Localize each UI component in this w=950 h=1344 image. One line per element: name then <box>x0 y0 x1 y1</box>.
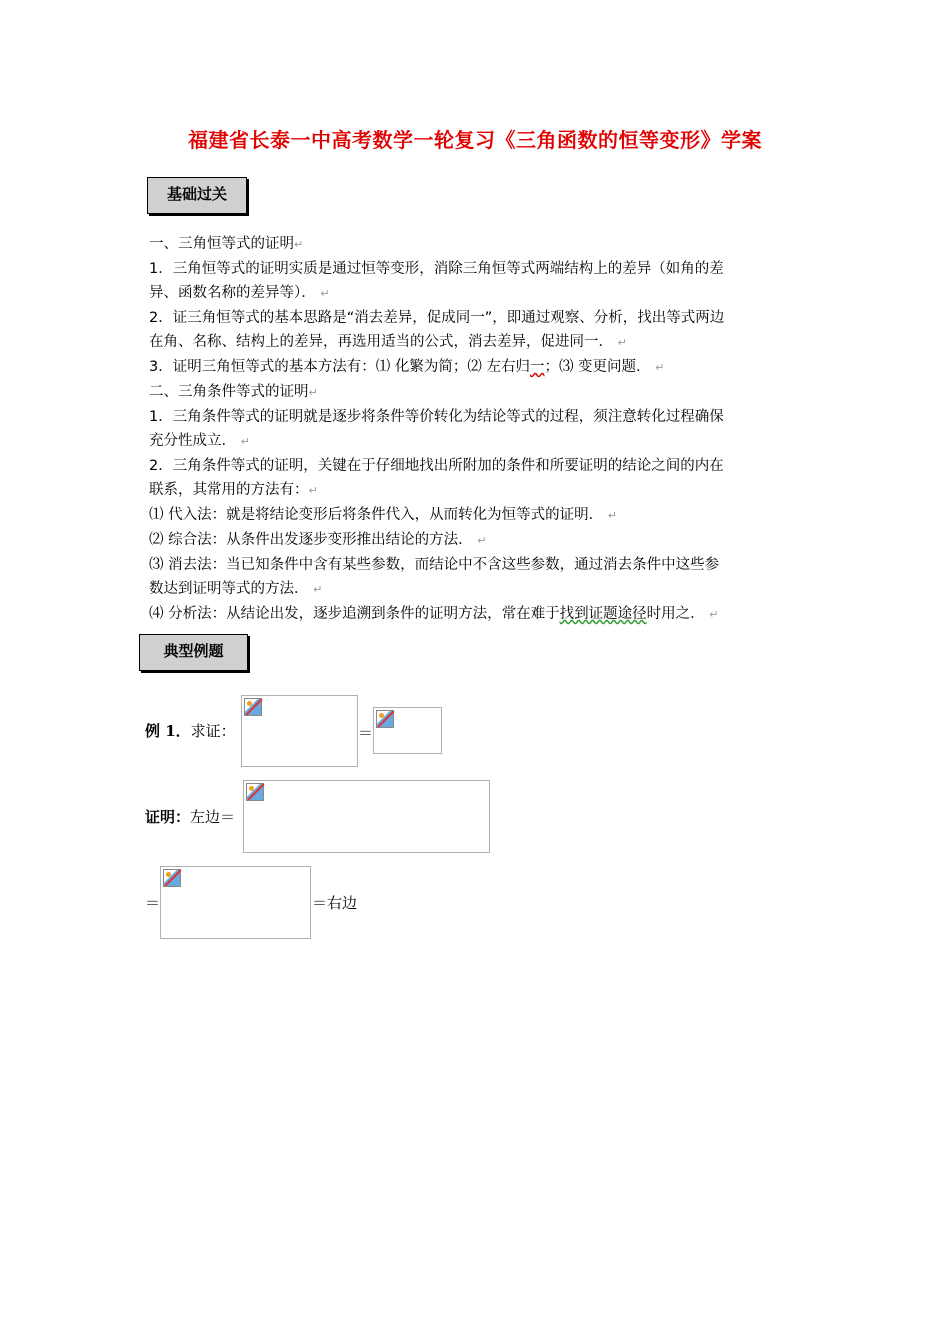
right-side-label: ＝右边 <box>312 894 358 912</box>
equals-sign-2: ＝ <box>145 894 161 912</box>
document-title: 福建省长泰一中高考数学一轮复习《三角函数的恒等变形》学案 <box>188 128 762 152</box>
broken-image-icon <box>246 783 264 801</box>
section-examples <box>139 634 248 671</box>
method-substitution: ⑴ 代入法：就是将结论变形后将条件代入，从而转化为恒等式的证明． ↵ <box>149 507 617 523</box>
paragraph-2b: 在角、名称、结构上的差异，再选用适当的公式，消去差异，促进同一． ↵ <box>149 334 627 350</box>
broken-image-icon <box>244 698 262 716</box>
example-1-label: 例 1．求证： <box>145 722 236 740</box>
section-basics <box>147 177 247 214</box>
equals-sign: ＝ <box>358 724 374 742</box>
paragraph-3: 3．证明三角恒等式的基本方法有：⑴ 化繁为简；⑵ 左右归一；⑶ 变更问题． ↵ <box>149 359 665 375</box>
paragraph-4b: 充分性成立． ↵ <box>149 433 250 449</box>
method-elimination-a: ⑶ 消去法：当已知条件中含有某些参数，而结论中不含这些参数，通过消去条件中这些参 <box>149 557 720 573</box>
formula-image-proof-1 <box>243 780 490 853</box>
method-elimination-b: 数达到证明等式的方法． ↵ <box>149 581 323 597</box>
section-basics-label: 基础过关 <box>166 185 227 203</box>
basics-content <box>149 232 789 627</box>
paragraph-4a: 1．三角条件等式的证明就是逐步将条件等价转化为结论等式的过程，须注意转化过程确保 <box>149 409 724 425</box>
paragraph-5b: 联系，其常用的方法有：↵ <box>149 482 318 498</box>
broken-image-icon <box>163 869 181 887</box>
broken-image-icon <box>376 710 394 728</box>
proof-label-line: 证明：左边＝ <box>145 808 236 826</box>
formula-image-right <box>373 707 442 754</box>
formula-image-proof-2 <box>160 866 311 939</box>
paragraph-5a: 2．三角条件等式的证明，关键在于仔细地找出所附加的条件和所要证明的结论之间的内在 <box>149 458 724 474</box>
method-synthesis: ⑵ 综合法：从条件出发逐步变形推出结论的方法． ↵ <box>149 532 487 548</box>
heading-conditional-proof: 二、三角条件等式的证明↵ <box>149 384 318 400</box>
paragraph-1a: 1．三角恒等式的证明实质是通过恒等变形，消除三角恒等式两端结构上的差异（如角的差 <box>149 261 724 277</box>
paragraph-1b: 异、函数名称的差异等）． ↵ <box>149 285 330 301</box>
method-analysis: ⑷ 分析法：从结论出发，逐步追溯到条件的证明方法，常在难于找到证题途径时用之． ↵ <box>149 606 719 622</box>
heading-identity-proof: 一、三角恒等式的证明↵ <box>149 236 304 252</box>
section-examples-label: 典型例题 <box>163 642 224 660</box>
paragraph-2a: 2．证三角恒等式的基本思路是“消去差异，促成同一”，即通过观察、分析，找出等式两边 <box>149 310 725 326</box>
formula-image-left <box>241 695 358 767</box>
